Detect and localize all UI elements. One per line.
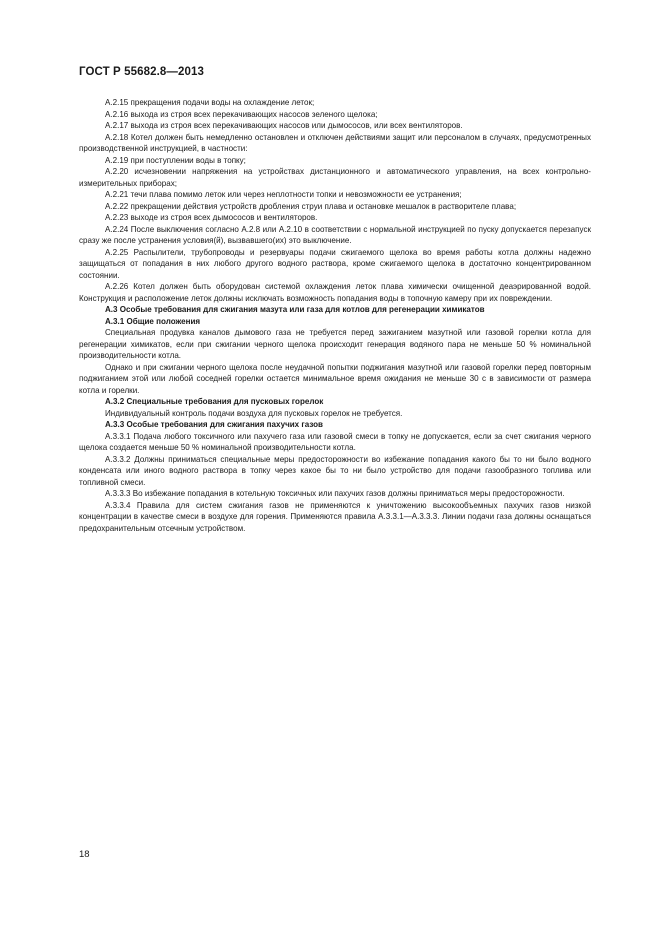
clause-a-3-3-1: А.3.3.1 Подача любого токсичного или пахучего газа или газовой смеси в топку не допускается, если за счет сжигания черного щелока создается меньше 50 % номинальной производительности котла. bbox=[79, 431, 591, 452]
clause-a-2-23: А.2.23 выходе из строя всех дымососов и вентиляторов. bbox=[105, 213, 318, 222]
clause-a-2-20: А.2.20 исчезновении напряжения на устройствах дистанционного и автоматического управления, на всех контрольно-измерительных приборах; bbox=[79, 167, 591, 188]
clause-a-2-19: А.2.19 при поступлении воды в топку; bbox=[105, 155, 246, 165]
paragraph-purge: Специальная продувка каналов дымового газа не требуется перед зажиганием мазутной или газовой горелки котла для регенерации химикатов, если при сжигании черного щелока происходит генерация водяного пара не меньше 50 % номинальной производительности котла. bbox=[79, 328, 591, 360]
clause-a-2-22: А.2.22 прекращении действия устройств дробления струи плава и остановке мешалок в растворителе плава; bbox=[105, 201, 517, 211]
clause-a-3-3-3: А.3.3.3 Во избежание попадания в котельную токсичных или пахучих газов должны приниматься меры предосторожности. bbox=[105, 489, 565, 498]
section-heading-a-3: А.3 Особые требования для сжигания мазута или газа для котлов для регенерации химикатов bbox=[105, 305, 485, 314]
clause-a-2-16: А.2.16 выхода из строя всех перекачивающих насосов зеленого щелока; bbox=[105, 109, 378, 119]
clause-a-2-18: А.2.18 Котел должен быть немедленно остановлен и отключен действиями защит или персоналом в случаях, предусмотренных производственной инструкцией, в частности: bbox=[79, 132, 591, 153]
clause-a-2-15: А.2.15 прекращения подачи воды на охлаждение леток; bbox=[105, 98, 315, 107]
clause-a-3-3-2: А.3.3.2 Должны приниматься специальные меры предосторожности во избежание попадания какого бы то ни было водного конденсата или иного водного раствора в топку через какое бы то ни было устройство для подачи газообразного топлива или топливной смеси. bbox=[79, 454, 591, 487]
paragraph-air-control: Индивидуальный контроль подачи воздуха для пусковых горелок не требуется. bbox=[105, 408, 403, 418]
clause-a-2-21: А.2.21 течи плава помимо леток или через неплотности топки и невозможности ее устранения; bbox=[105, 190, 462, 199]
clause-a-2-24: А.2.24 После выключения согласно А.2.8 или А.2.10 в соответствии с нормальной инструкцией по пуску допускается перезапуск сразу же после устранения условия(й), вызвавшего(их) это выключение. bbox=[79, 224, 591, 245]
section-heading-a-3-3: А.3.3 Особые требования для сжигания пахучих газов bbox=[105, 420, 323, 429]
clause-a-2-25: А.2.25 Распылители, трубопроводы и резервуары подачи сжигаемого щелока во время работы котла должны надежно защищаться от попадания в них любого другого водного раствора, кроме сжигаемого щелока в достаточно концентрированном состоянии. bbox=[79, 247, 591, 280]
section-heading-a-3-1: А.3.1 Общие положения bbox=[105, 316, 201, 326]
page-number: 18 bbox=[79, 849, 90, 860]
document-body bbox=[79, 97, 591, 534]
clause-a-3-3-4: А.3.3.4 Правила для систем сжигания газов не применяются к уничтожению высокообъемных пахучих газов низкой концентрации в качестве смеси в воздухе для горения. Применяются правила А.3.3.1—А.3.3.3. Линии подачи газа должны оснащаться предохранительным отсечным устройством. bbox=[79, 500, 591, 533]
clause-a-2-26: А.2.26 Котел должен быть оборудован системой охлаждения леток плава химически очищенной деаэрированной водой. Конструкция и расположение леток должны исключать возможность попадания воды в топочную камеру при их повреждении. bbox=[79, 282, 591, 303]
clause-a-2-17: А.2.17 выхода из строя всех перекачивающих насосов или дымососов, или всех вентиляторов. bbox=[105, 121, 463, 130]
document-header: ГОСТ Р 55682.8—2013 bbox=[79, 66, 204, 78]
paragraph-reignition: Однако и при сжигании черного щелока после неудачной попытки поджигания мазутной или газовой горелки перед повторным поджиганием этой или любой соседней горелки остается минимальное время ожидания не меньше 30 с в зависимости от размера котла и горелки. bbox=[79, 362, 591, 395]
section-heading-a-3-2: А.3.2 Специальные требования для пусковых горелок bbox=[105, 397, 324, 406]
